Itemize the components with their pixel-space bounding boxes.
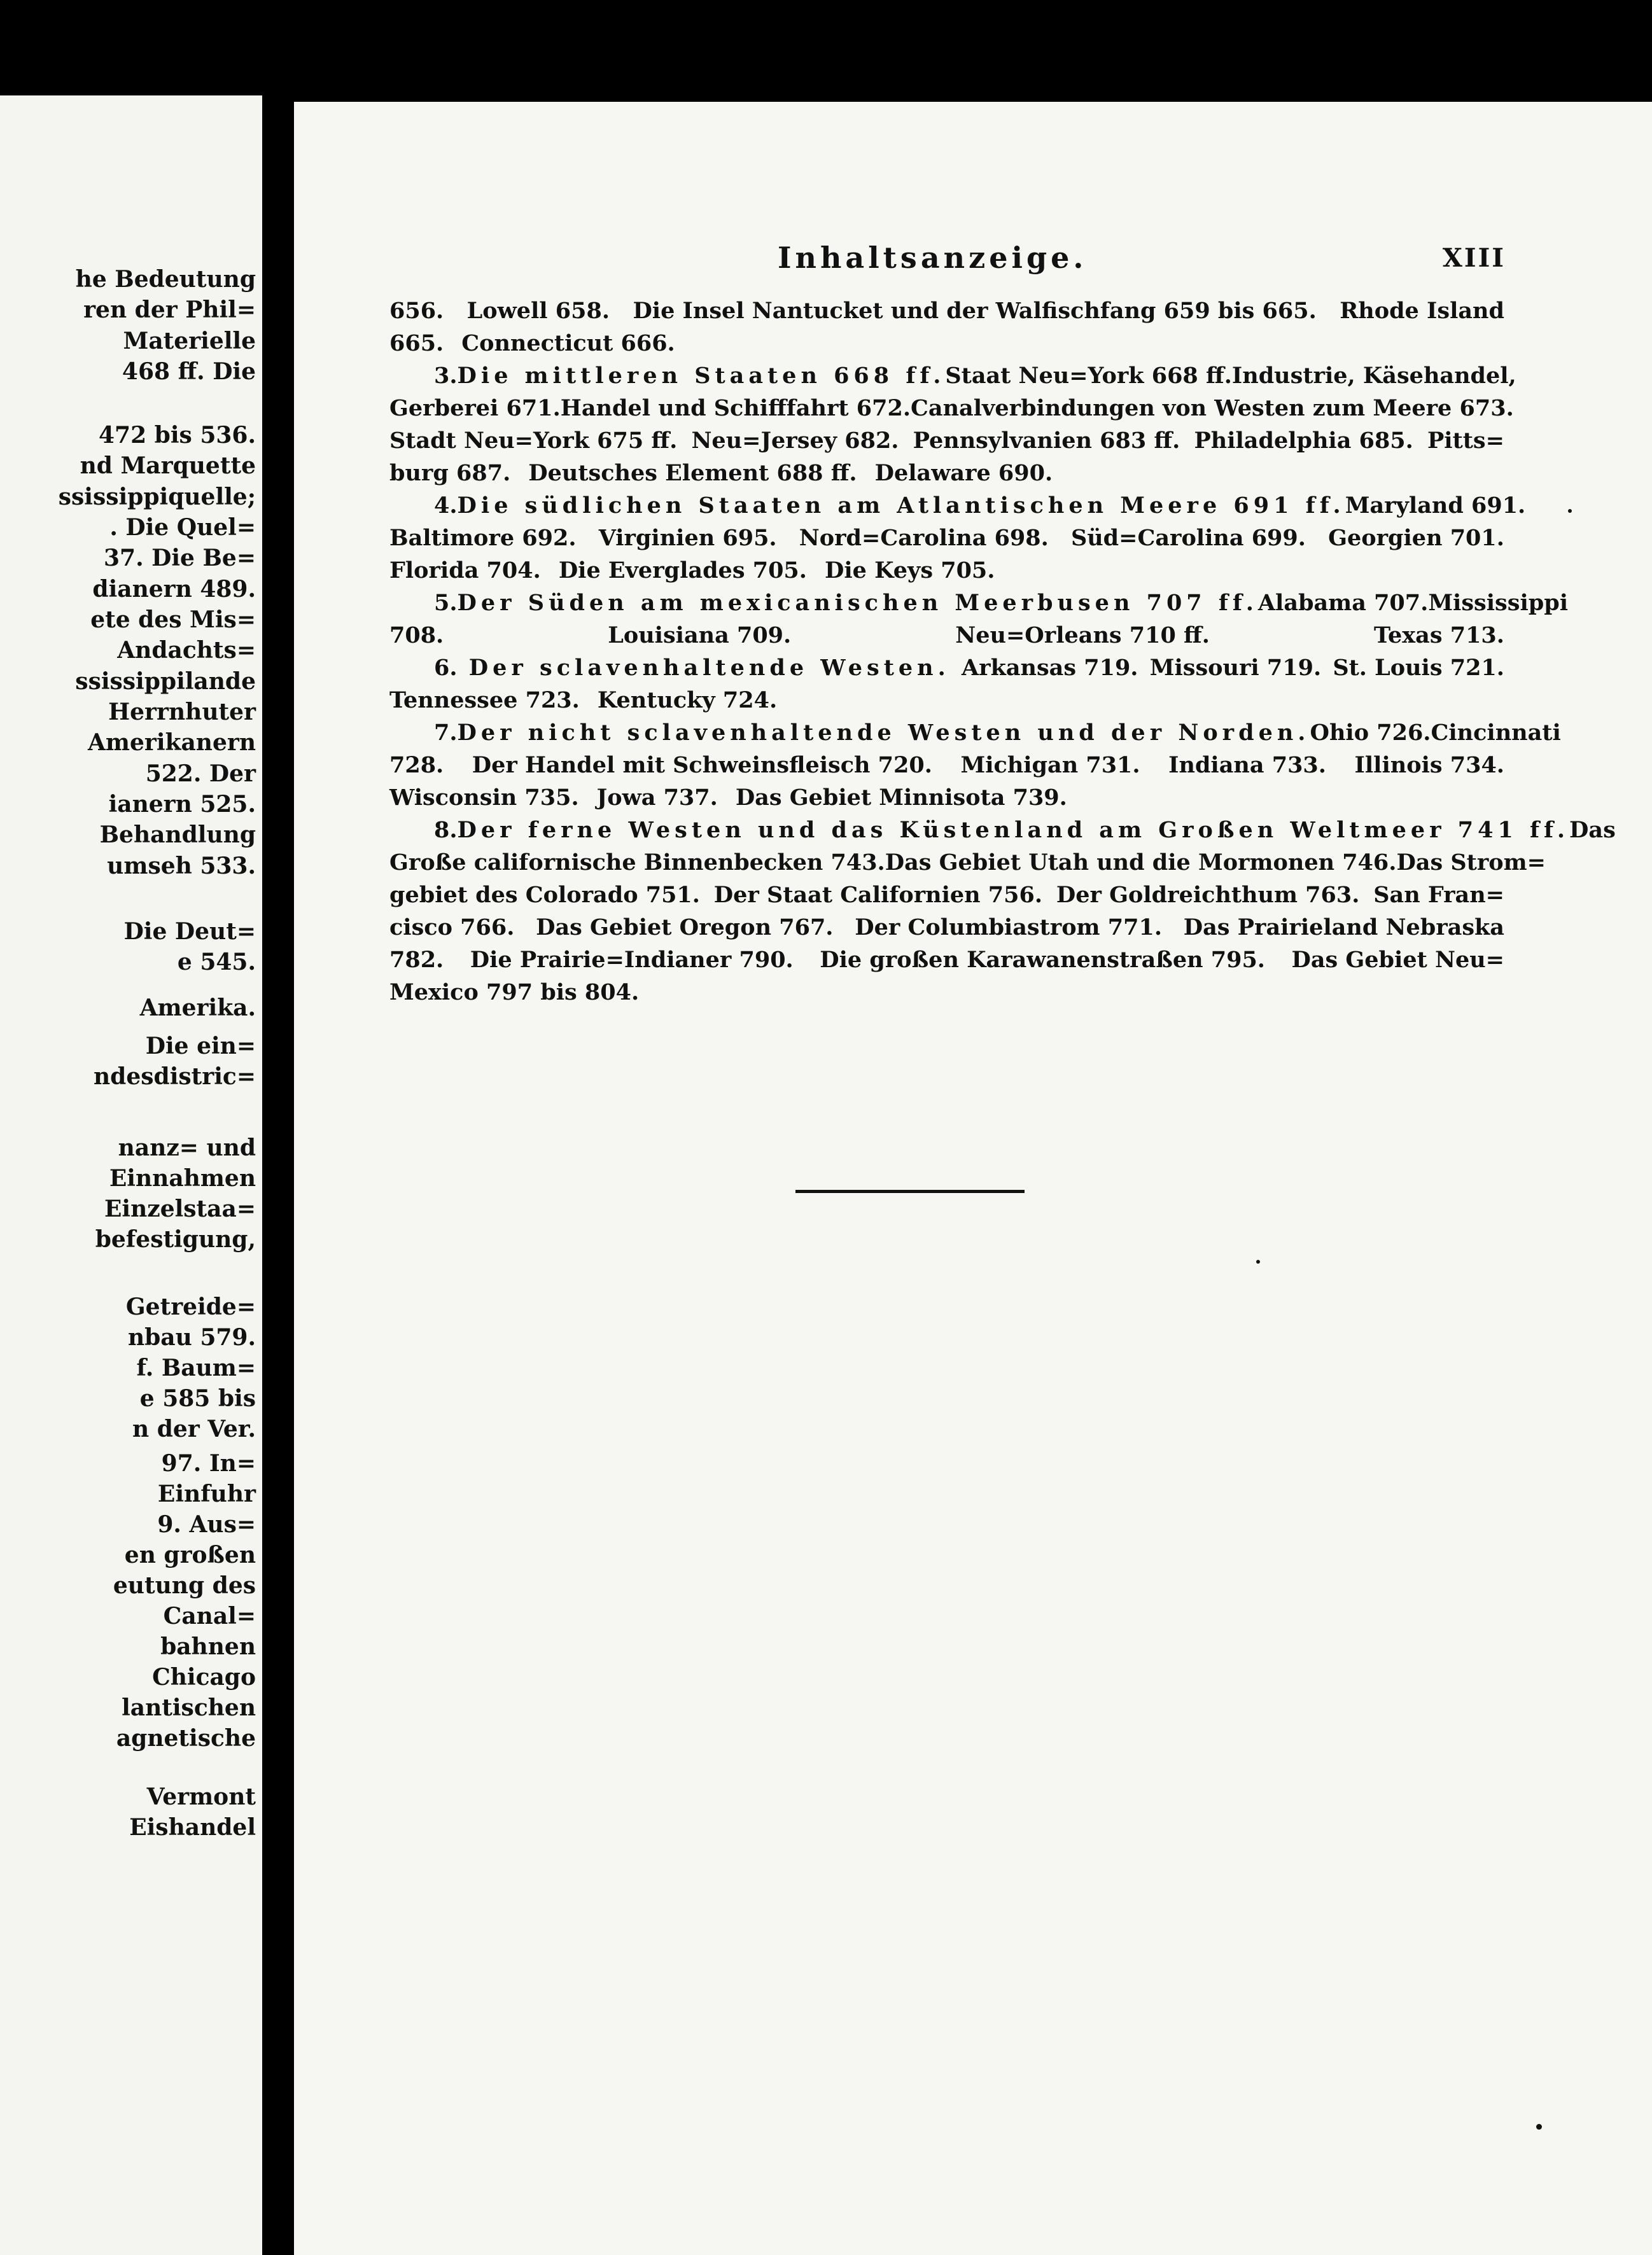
toc-line bbox=[389, 749, 1504, 781]
toc-entry: Das Gebiet Minnisota 739. bbox=[735, 785, 1067, 811]
toc-entry: Neu=Orleans 710 ff. bbox=[955, 622, 1210, 648]
facing-page-line: ren der Phil= bbox=[83, 297, 256, 323]
toc-line bbox=[389, 846, 1546, 879]
facing-page-line: 9. Aus= bbox=[157, 1511, 256, 1538]
toc-line bbox=[389, 424, 1504, 457]
toc-line bbox=[389, 814, 1616, 846]
page-number: XIII bbox=[1442, 243, 1506, 273]
toc-entry: Philadelphia 685. bbox=[1194, 428, 1413, 454]
facing-page-line: 472 bis 536. bbox=[98, 422, 256, 449]
toc-entry: San Fran= bbox=[1373, 882, 1504, 908]
toc-line bbox=[389, 327, 1504, 360]
toc-entry: Das Gebiet Utah und die Mormonen 746. bbox=[885, 849, 1397, 876]
toc-entry: Arkansas 719. bbox=[962, 655, 1138, 681]
ink-speck bbox=[1568, 509, 1572, 513]
toc-entry: Tennessee 723. bbox=[389, 687, 580, 713]
toc-entry: Ohio 726. bbox=[1310, 720, 1431, 746]
toc-entry: Kentucky 724. bbox=[597, 687, 778, 713]
facing-page-line: n der Ver. bbox=[132, 1416, 256, 1442]
toc-entry: Mississippi bbox=[1428, 590, 1569, 616]
toc-entry: Der ferne Westen und das Küstenland am Großen Weltmeer 741 ff. bbox=[457, 817, 1570, 843]
toc-entry: Missouri 719. bbox=[1149, 655, 1322, 681]
toc-entry: Lowell 658. bbox=[466, 298, 610, 324]
toc-line bbox=[389, 360, 1516, 392]
facing-page-line: nbau 579. bbox=[127, 1324, 256, 1351]
toc-entry: Virginien 695. bbox=[598, 525, 777, 551]
toc-entry: Die Prairie=Indianer 790. bbox=[470, 947, 794, 973]
toc-entry: Michigan 731. bbox=[960, 752, 1140, 778]
toc-entry: Connecticut 666. bbox=[461, 330, 675, 356]
toc-entry: Die Everglades 705. bbox=[558, 557, 807, 583]
toc-entry: Stadt Neu=York 675 ff. bbox=[389, 428, 678, 454]
toc-line bbox=[389, 457, 1504, 489]
toc-entry: Canalverbindungen von Westen zum Meere 673. bbox=[911, 395, 1514, 421]
facing-page-line: ete des Mis= bbox=[90, 606, 256, 633]
toc-line bbox=[389, 911, 1504, 944]
page bbox=[294, 102, 1652, 2255]
toc-entry: Deutsches Element 688 ff. bbox=[528, 460, 857, 486]
facing-page-line: Andachts= bbox=[117, 637, 256, 664]
toc-entry: Das Prairieland Nebraska bbox=[1183, 914, 1504, 940]
closing-rule bbox=[795, 1190, 1025, 1193]
toc-entry: Der Goldreichthum 763. bbox=[1056, 882, 1360, 908]
toc-line bbox=[389, 976, 1504, 1009]
toc-entry: Staat Neu=York 668 ff. bbox=[945, 363, 1232, 389]
toc-entry: 4. bbox=[434, 492, 458, 519]
facing-page-line: he Bedeutung bbox=[75, 266, 256, 293]
facing-page-line: 468 ff. Die bbox=[122, 358, 256, 385]
running-head bbox=[294, 241, 1652, 279]
facing-page-line: e 585 bis bbox=[139, 1385, 256, 1412]
toc-entry: Maryland 691. bbox=[1345, 492, 1526, 519]
facing-page-line: Eishandel bbox=[129, 1814, 256, 1841]
facing-page-line: eutung des bbox=[113, 1572, 256, 1599]
facing-page-line: 97. In= bbox=[161, 1450, 256, 1477]
toc-entry: Alabama 707. bbox=[1257, 590, 1429, 616]
facing-page-line: bahnen bbox=[160, 1633, 256, 1660]
toc-line bbox=[389, 392, 1514, 424]
toc-line bbox=[389, 652, 1504, 684]
toc-entry: Der Handel mit Schweinsfleisch 720. bbox=[472, 752, 932, 778]
toc-entry: Illinois 734. bbox=[1354, 752, 1504, 778]
toc-entry: Rhode Island bbox=[1340, 298, 1504, 324]
facing-page-line: Getreide= bbox=[125, 1294, 256, 1320]
facing-page-line: f. Baum= bbox=[136, 1355, 256, 1381]
toc-entry: 665. bbox=[389, 330, 444, 356]
toc-entry: Das bbox=[1569, 817, 1616, 843]
facing-page-line: en großen bbox=[124, 1542, 256, 1568]
toc-entry: Der Staat Californien 756. bbox=[713, 882, 1043, 908]
facing-page-line: befestigung, bbox=[95, 1226, 256, 1253]
toc-entry: gebiet des Colorado 751. bbox=[389, 882, 700, 908]
facing-page-line: Amerika. bbox=[139, 995, 256, 1021]
toc-line bbox=[389, 879, 1504, 911]
toc-entry: Pennsylvanien 683 ff. bbox=[913, 428, 1180, 454]
toc-entry: Die mittleren Staaten 668 ff. bbox=[457, 363, 946, 389]
toc-entry: Die südlichen Staaten am Atlantischen Meere 691 ff. bbox=[457, 492, 1345, 519]
facing-page-line: Herrnhuter bbox=[108, 699, 256, 725]
toc-entry: Die Keys 705. bbox=[824, 557, 995, 583]
toc-entry: 656. bbox=[389, 298, 444, 324]
toc-line bbox=[389, 554, 1504, 587]
facing-page-line: Die ein= bbox=[145, 1033, 256, 1059]
facing-page-line: ssissippilande bbox=[75, 668, 256, 695]
toc-line bbox=[389, 716, 1561, 749]
toc-entry: burg 687. bbox=[389, 460, 511, 486]
toc-entry: Pitts= bbox=[1427, 428, 1504, 454]
toc-entry: Texas 713. bbox=[1373, 622, 1504, 648]
toc-line bbox=[389, 295, 1504, 327]
toc-entry: Das Strom= bbox=[1396, 849, 1546, 876]
toc-entry: Mexico 797 bis 804. bbox=[389, 979, 640, 1005]
toc-entry: Jowa 737. bbox=[596, 785, 718, 811]
toc-entry: Der Columbiastrom 771. bbox=[855, 914, 1163, 940]
table-of-contents bbox=[389, 295, 1616, 1009]
toc-entry: cisco 766. bbox=[389, 914, 515, 940]
toc-line bbox=[389, 781, 1504, 814]
toc-entry: Indiana 733. bbox=[1168, 752, 1326, 778]
toc-line bbox=[389, 489, 1526, 522]
toc-entry: Der nicht sclavenhaltende Westen und der Norden. bbox=[457, 720, 1310, 746]
facing-page-line: Einfuhr bbox=[157, 1481, 256, 1507]
facing-page-line: . Die Quel= bbox=[109, 514, 256, 541]
ink-speck bbox=[1256, 1260, 1260, 1264]
facing-page-line: e 545. bbox=[177, 949, 256, 975]
facing-page-line: Die Deut= bbox=[123, 918, 256, 945]
facing-page-line: 522. Der bbox=[145, 760, 256, 787]
ink-speck bbox=[1536, 2124, 1542, 2130]
toc-entry: Der sclavenhaltende Westen. bbox=[468, 655, 950, 681]
toc-entry: Nord=Carolina 698. bbox=[799, 525, 1049, 551]
toc-entry: Neu=Jersey 682. bbox=[691, 428, 899, 454]
facing-page-line: lantischen bbox=[122, 1694, 256, 1721]
toc-entry: Florida 704. bbox=[389, 557, 541, 583]
toc-line bbox=[389, 522, 1504, 554]
toc-entry: Wisconsin 735. bbox=[389, 785, 579, 811]
toc-entry: Cincinnati bbox=[1431, 720, 1561, 746]
toc-entry: Louisiana 709. bbox=[608, 622, 792, 648]
toc-entry: Große californische Binnenbecken 743. bbox=[389, 849, 885, 876]
toc-entry: Das Gebiet Oregon 767. bbox=[536, 914, 834, 940]
toc-entry: Süd=Carolina 699. bbox=[1070, 525, 1306, 551]
toc-entry: 7. bbox=[434, 720, 458, 746]
toc-line bbox=[389, 619, 1504, 652]
facing-page-line: nd Marquette bbox=[80, 452, 256, 479]
toc-entry: Delaware 690. bbox=[874, 460, 1053, 486]
toc-line bbox=[389, 587, 1569, 619]
toc-line bbox=[389, 684, 1504, 716]
toc-entry: 708. bbox=[389, 622, 444, 648]
facing-page-line: 37. Die Be= bbox=[104, 545, 256, 571]
facing-page-line: ianern 525. bbox=[108, 791, 256, 818]
toc-entry: 728. bbox=[389, 752, 444, 778]
facing-page-line: Einnahmen bbox=[109, 1165, 256, 1192]
facing-page-line: ndesdistric= bbox=[94, 1063, 256, 1090]
toc-entry: Der Süden am mexicanischen Meerbusen 707 ff. bbox=[457, 590, 1258, 616]
toc-entry: Das Gebiet Neu= bbox=[1291, 947, 1504, 973]
toc-line bbox=[389, 944, 1504, 976]
toc-entry: Industrie, Käsehandel, bbox=[1231, 363, 1516, 389]
toc-entry: 6. bbox=[434, 655, 458, 681]
toc-entry: Baltimore 692. bbox=[389, 525, 577, 551]
toc-entry: Die großen Karawanenstraßen 795. bbox=[820, 947, 1265, 973]
toc-entry: Gerberei 671. bbox=[389, 395, 561, 421]
toc-entry: 5. bbox=[434, 590, 458, 616]
facing-page-line: nanz= und bbox=[118, 1134, 256, 1161]
running-title: Inhaltsanzeige. bbox=[778, 241, 1088, 275]
toc-entry: Handel und Schifffahrt 672. bbox=[560, 395, 911, 421]
facing-page-line: Canal= bbox=[163, 1603, 256, 1630]
facing-page-line: umseh 533. bbox=[107, 853, 256, 879]
toc-entry: 8. bbox=[434, 817, 458, 843]
facing-page-line: ssissippiquelle; bbox=[58, 484, 256, 510]
toc-entry: St. Louis 721. bbox=[1333, 655, 1504, 681]
facing-page-line: Einzelstaa= bbox=[104, 1196, 256, 1222]
facing-page-line: Materielle bbox=[123, 328, 256, 354]
facing-page-line: agnetische bbox=[116, 1725, 256, 1752]
facing-page-line: Chicago bbox=[152, 1664, 256, 1691]
toc-entry: 3. bbox=[434, 363, 458, 389]
toc-entry: 782. bbox=[389, 947, 444, 973]
facing-page-line: Vermont bbox=[146, 1784, 256, 1810]
facing-page-line: Behandlung bbox=[99, 821, 256, 848]
toc-entry: Georgien 701. bbox=[1328, 525, 1504, 551]
facing-page-line: dianern 489. bbox=[92, 576, 256, 603]
toc-entry: Die Insel Nantucket und der Walfischfang 659 bis 665. bbox=[633, 298, 1317, 324]
facing-page-fragment bbox=[0, 95, 262, 2255]
facing-page-line: Amerikanern bbox=[87, 729, 256, 756]
